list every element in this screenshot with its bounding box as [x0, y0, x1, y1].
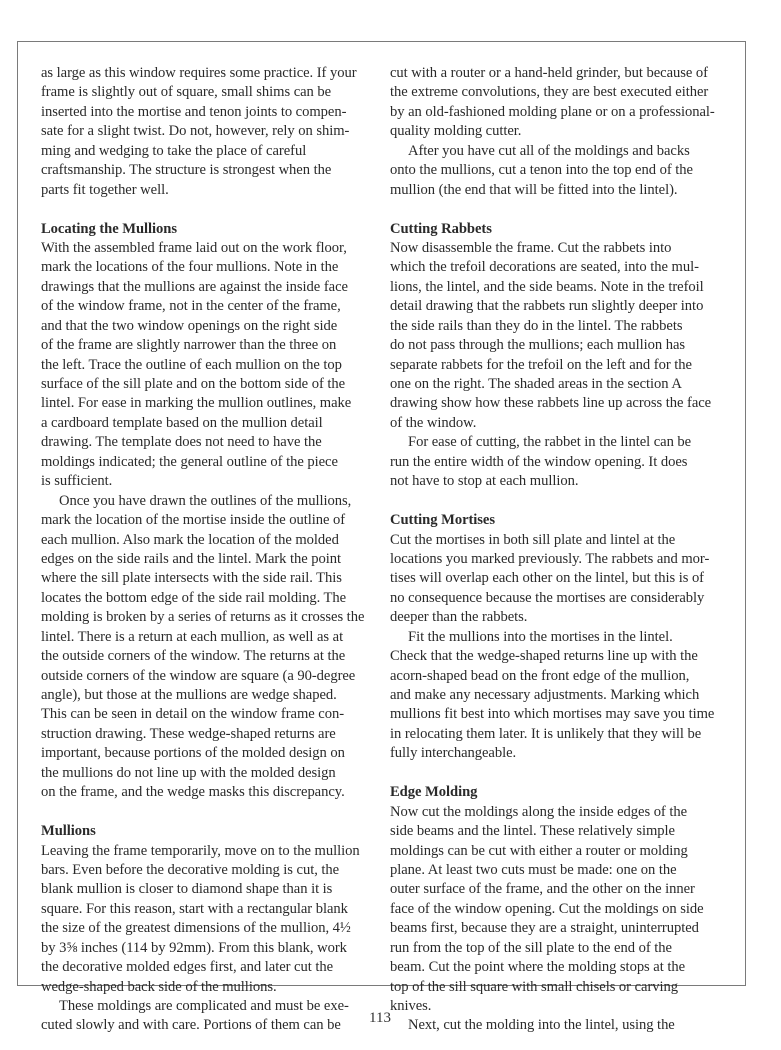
- body-text-line: blank mullion is closer to diamond shape than it is: [41, 881, 333, 898]
- body-text-line: lions, the lintel, and the side beams. Note in the trefoil: [390, 278, 704, 295]
- body-text-line: of the frame are slightly narrower than the three on: [41, 337, 337, 354]
- body-text-line: mark the location of the mortise inside the outline of: [41, 512, 346, 529]
- right-text-column: [390, 64, 740, 1036]
- paragraph-gap: [41, 200, 376, 219]
- body-text-line: separate rabbets for the trefoil on the left and for the: [390, 356, 692, 373]
- body-text-line: onto the mullions, cut a tenon into the top end of the: [390, 162, 693, 179]
- body-text-line: the side rails than they do in the lintel. The rabbets: [390, 317, 683, 334]
- section-heading: Mullions: [41, 823, 96, 840]
- page-number: 113: [369, 1010, 391, 1026]
- body-text-line: where the sill plate intersects with the side rail. This: [41, 570, 342, 587]
- body-text-line: Now cut the moldings along the inside edges of the: [390, 803, 688, 820]
- body-text-line: the decorative molded edges first, and later cut the: [41, 959, 333, 976]
- body-text-line: detail drawing that the rabbets run slightly deeper into: [390, 298, 704, 315]
- body-text-line: frame is slightly out of square, small shims can be: [41, 84, 332, 101]
- left-text-column: [41, 64, 376, 1036]
- body-text-line: by an old-fashioned molding plane or on a professional-: [390, 103, 715, 120]
- body-text-line: the extreme convolutions, they are best executed either: [390, 84, 709, 101]
- body-text-line: craftsmanship. The structure is strongest when the: [41, 162, 332, 179]
- body-text-line: cut with a router or a hand-held grinder, but because of: [390, 65, 708, 81]
- body-text-line: struction drawing. These wedge-shaped returns are: [41, 725, 336, 742]
- body-text-line: is sufficient.: [41, 473, 113, 490]
- paragraph-first-line: Next, cut the molding into the lintel, using the: [408, 1017, 675, 1034]
- body-text-line: one on the right. The shaded areas in the section A: [390, 376, 682, 392]
- section-heading: Locating the Mullions: [41, 220, 177, 237]
- body-text-line: and make any necessary adjustments. Marking which: [390, 687, 700, 703]
- body-text-line: Check that the wedge-shaped returns line up with the: [390, 648, 698, 665]
- body-text-line: sate for a slight twist. Do not, however, rely on shim-: [41, 123, 350, 140]
- body-text-line: mullions fit best into which mortises may save you time: [390, 706, 715, 723]
- body-text-line: in relocating them later. It is unlikely that they will be: [390, 725, 702, 742]
- body-text-line: mark the locations of the four mullions. Note in the: [41, 259, 339, 276]
- body-text-line: the mullions do not line up with the molded design: [41, 764, 336, 781]
- body-text-line: Leaving the frame temporarily, move on to the mullion: [41, 842, 360, 859]
- body-text-line: deeper than the rabbets.: [390, 609, 528, 626]
- body-text-line: of the window.: [390, 414, 477, 431]
- paragraph-gap: [390, 764, 740, 783]
- paragraph-first-line: After you have cut all of the moldings and backs: [408, 142, 690, 159]
- body-text-line: knives.: [390, 998, 432, 1014]
- body-text-line: Now disassemble the frame. Cut the rabbets into: [390, 239, 672, 256]
- body-text-line: lintel. There is a return at each mullion, as well as at: [41, 628, 344, 645]
- body-text-line: tises will overlap each other on the lintel, but this is of: [390, 570, 704, 587]
- body-text-line: surface of the sill plate and on the bottom side of the: [41, 376, 346, 392]
- body-text-line: the outside corners of the window. The returns at the: [41, 648, 346, 665]
- body-text-line: and that the two window openings on the right side: [41, 317, 338, 334]
- body-text-line: face of the window opening. Cut the moldings on side: [390, 900, 704, 917]
- body-text-line: angle), but those at the mullions are wedge shaped.: [41, 687, 337, 703]
- body-text-line: top of the sill square with small chisels or carving: [390, 978, 679, 995]
- body-text-line: a cardboard template based on the mullion detail: [41, 414, 323, 431]
- body-text-line: which the trefoil decorations are seated, into the mul-: [390, 259, 699, 276]
- body-text-line: With the assembled frame laid out on the work floor,: [41, 239, 347, 256]
- body-text-line: Cut the mortises in both sill plate and lintel at the: [390, 531, 676, 548]
- body-text-line: do not pass through the mullions; each mullion has: [390, 337, 686, 354]
- body-text-line: parts fit together well.: [41, 181, 169, 198]
- body-text-line: acorn-shaped bead on the front edge of the mullion,: [390, 667, 690, 684]
- body-text-line: drawing show how these rabbets line up across the face: [390, 395, 712, 412]
- body-text-line: drawings that the mullions are against the inside face: [41, 278, 348, 295]
- body-text-line: the size of the greatest dimensions of the mullion, 4½: [41, 920, 351, 937]
- body-text-line: plane. At least two cuts must be made: one on the: [390, 861, 677, 878]
- body-text-line: lintel. For ease in marking the mullion outlines, make: [41, 395, 352, 412]
- body-text-line: no consequence because the mortises are considerably: [390, 589, 705, 606]
- section-heading: Cutting Rabbets: [390, 220, 492, 237]
- body-text-line: beam. Cut the point where the molding stops at the: [390, 959, 685, 976]
- body-text-line: molding is broken by a series of returns as it crosses the: [41, 609, 365, 626]
- body-text-line: each mullion. Also mark the location of the molded: [41, 531, 339, 548]
- body-text-line: on the frame, and the wedge masks this discrepancy.: [41, 784, 345, 801]
- paragraph-first-line: These moldings are complicated and must be exe-: [59, 998, 349, 1014]
- section-heading: Edge Molding: [390, 784, 478, 801]
- paragraph-gap: [390, 492, 740, 511]
- section-heading: Cutting Mortises: [390, 512, 495, 529]
- body-text-line: beams first, because they are a straight, uninterrupted: [390, 920, 699, 937]
- body-text-line: of the window frame, not in the center of the frame,: [41, 298, 341, 315]
- body-text-line: wedge-shaped back side of the mullions.: [41, 978, 277, 995]
- paragraph-first-line: For ease of cutting, the rabbet in the lintel can be: [408, 434, 692, 451]
- body-text-line: fully interchangeable.: [390, 745, 517, 762]
- body-text-line: mullion (the end that will be fitted into the lintel).: [390, 181, 678, 198]
- body-text-line: This can be seen in detail on the window frame con-: [41, 706, 345, 723]
- body-text-line: outer surface of the frame, and the other on the inner: [390, 881, 695, 898]
- body-text-line: as large as this window requires some practice. If your: [41, 65, 357, 81]
- paragraph-gap: [41, 803, 376, 822]
- paragraph-gap: [390, 200, 740, 219]
- body-text-line: run the entire width of the window opening. It does: [390, 453, 688, 470]
- paragraph-first-line: Once you have drawn the outlines of the mullions,: [59, 492, 352, 509]
- body-text-line: by 3⅝ inches (114 by 92mm). From this blank, work: [41, 939, 347, 956]
- body-text-line: cuted slowly and with care. Portions of them can be: [41, 1017, 341, 1034]
- paragraph-first-line: Fit the mullions into the mortises in the lintel.: [408, 628, 673, 645]
- body-text-line: quality molding cutter.: [390, 123, 522, 140]
- body-text-line: moldings can be cut with either a router or molding: [390, 842, 688, 859]
- body-text-line: square. For this reason, start with a rectangular blank: [41, 900, 348, 917]
- body-text-line: the left. Trace the outline of each mullion on the top: [41, 356, 342, 373]
- body-text-line: bars. Even before the decorative molding is cut, the: [41, 861, 340, 878]
- body-text-line: outside corners of the window are square (a 90-degree: [41, 667, 356, 684]
- body-text-line: important, because portions of the molded design on: [41, 745, 345, 762]
- body-text-line: run from the top of the sill plate to the end of the: [390, 939, 672, 956]
- body-text-line: inserted into the mortise and tenon joints to compen-: [41, 103, 347, 120]
- body-text-line: locations you marked previously. The rabbets and mor-: [390, 550, 710, 567]
- body-text-line: ming and wedging to take the place of careful: [41, 142, 307, 159]
- body-text-line: drawing. The template does not need to have the: [41, 434, 322, 451]
- body-text-line: side beams and the lintel. These relatively simple: [390, 823, 675, 840]
- body-text-line: moldings indicated; the general outline of the piece: [41, 453, 338, 470]
- body-text-line: not have to stop at each mullion.: [390, 473, 579, 490]
- body-text-line: locates the bottom edge of the side rail molding. The: [41, 589, 347, 606]
- body-text-line: edges on the side rails and the lintel. Mark the point: [41, 550, 342, 567]
